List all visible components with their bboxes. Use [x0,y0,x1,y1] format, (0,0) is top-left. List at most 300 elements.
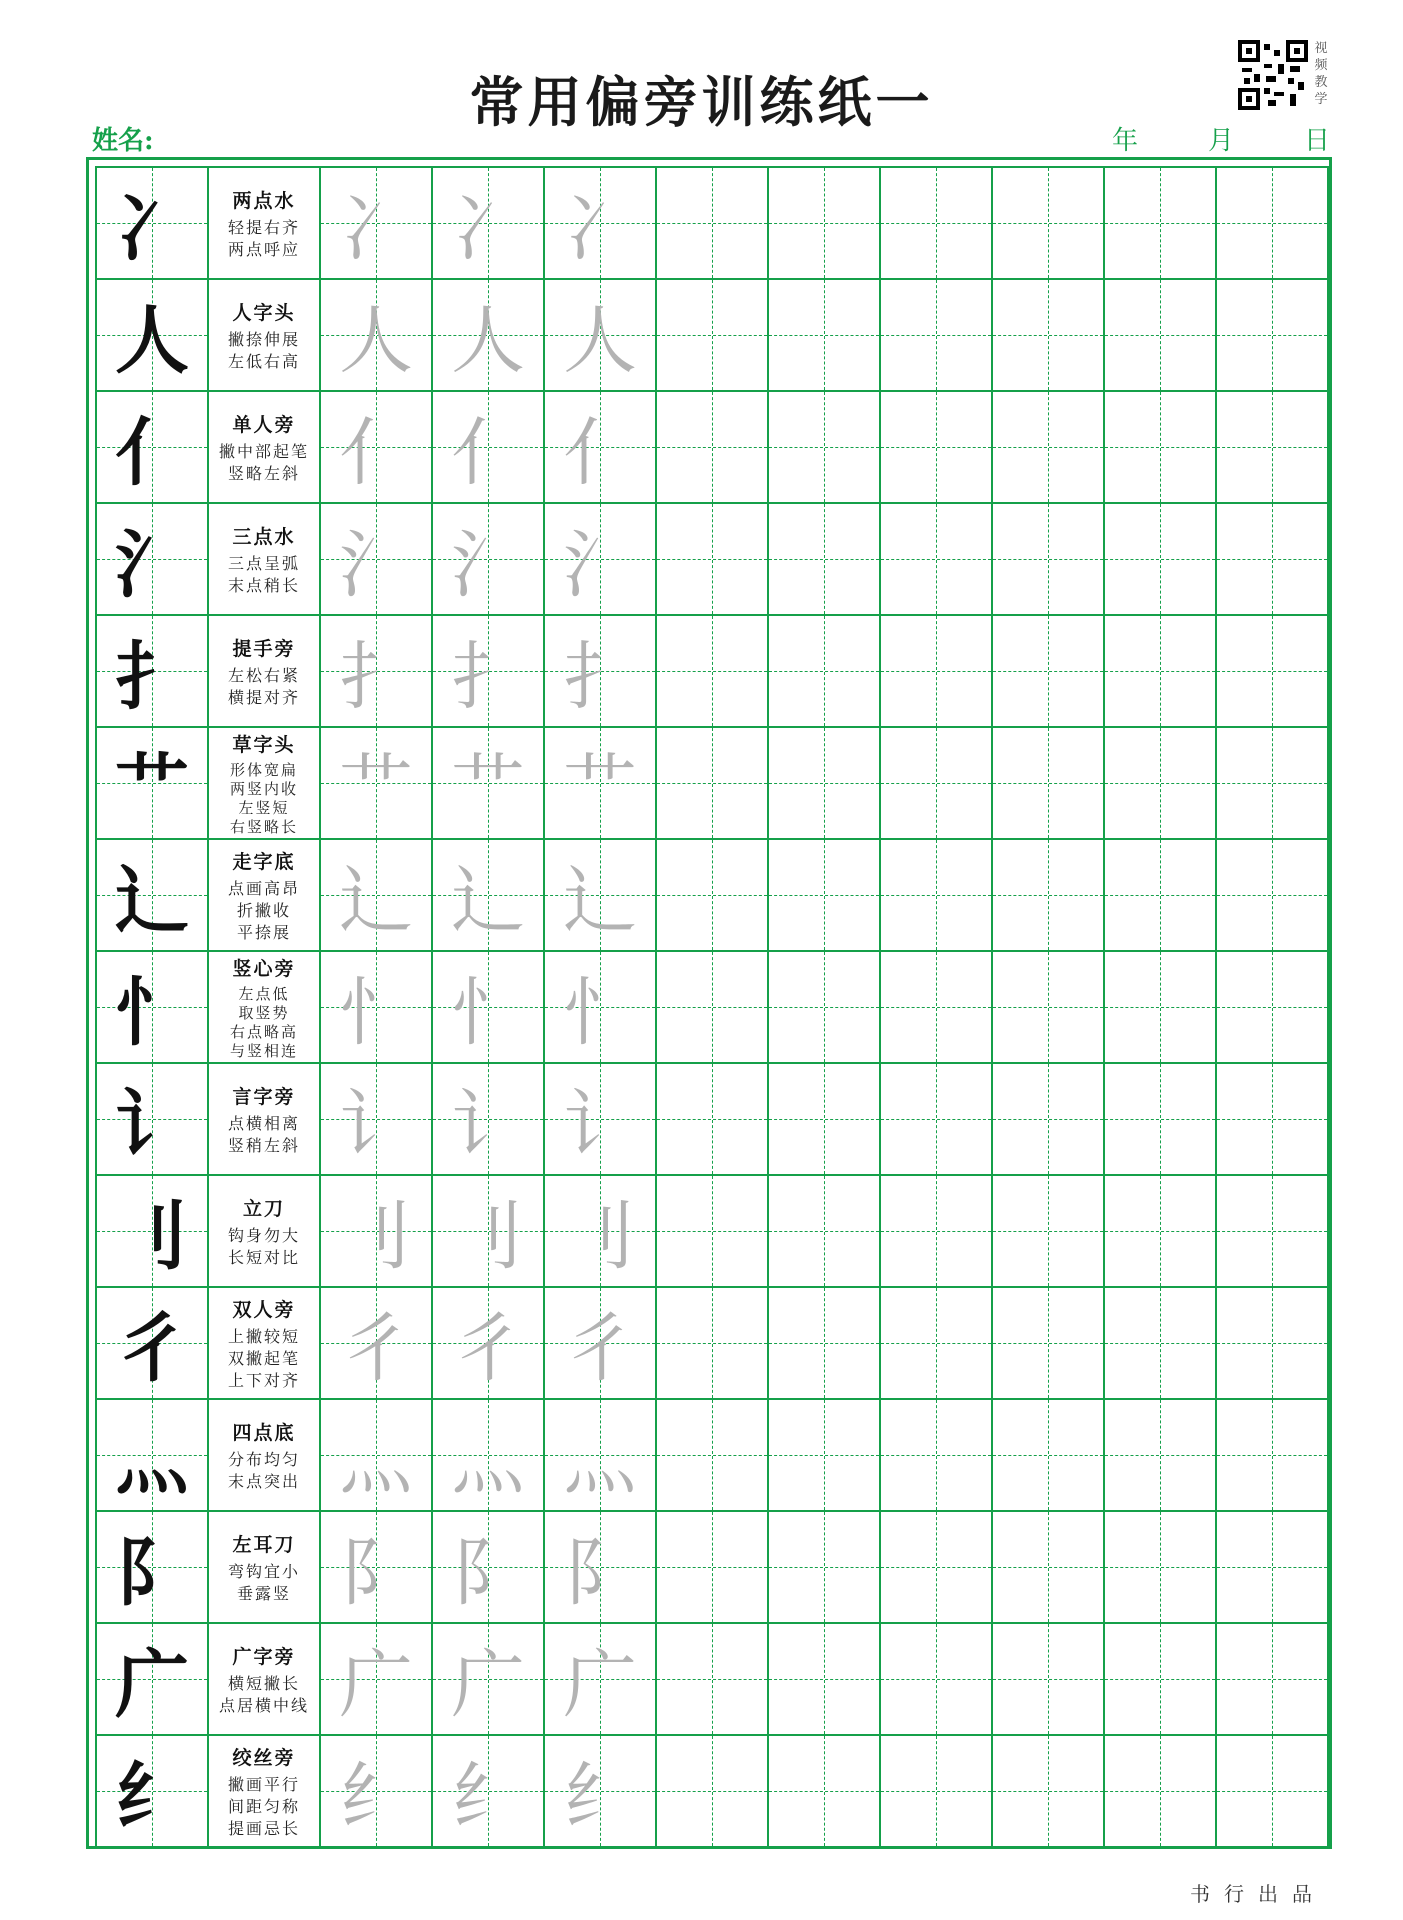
trace-radical: 灬 [451,1418,525,1504]
radical-tip: 右竖略长 [229,817,298,836]
trace-cell[interactable] [543,838,655,950]
blank-practice-cell[interactable] [767,1398,879,1510]
blank-practice-cell[interactable] [879,838,991,950]
blank-practice-cell[interactable] [1103,390,1215,502]
trace-cell[interactable] [319,1622,431,1734]
radical-tip: 垂露竖 [236,1583,291,1603]
blank-practice-cell[interactable] [879,614,991,726]
radical-tip: 折撇收 [236,900,291,920]
blank-practice-cell[interactable] [879,1622,991,1734]
blank-practice-cell[interactable] [1215,1734,1327,1846]
radical-description-cell [207,1062,319,1174]
radical-tip: 两竖内收 [229,779,298,798]
trace-radical: 人 [451,298,525,384]
model-cell [95,614,207,726]
blank-practice-cell[interactable] [767,390,879,502]
radical-tip: 点画高昂 [227,878,300,898]
blank-practice-cell[interactable] [1215,950,1327,1062]
trace-cell[interactable] [431,1062,543,1174]
radical-description-cell [207,1398,319,1510]
trace-cell[interactable] [543,950,655,1062]
radical-tip: 分布均匀 [227,1449,300,1469]
name-label: 姓名: [92,126,154,156]
trace-cell[interactable] [319,278,431,390]
trace-radical: 冫 [339,186,413,272]
blank-practice-cell[interactable] [1215,1286,1327,1398]
trace-cell[interactable] [543,166,655,278]
blank-practice-cell[interactable] [1215,278,1327,390]
blank-practice-cell[interactable] [991,1174,1103,1286]
trace-radical: 彳 [451,1306,525,1392]
blank-practice-cell[interactable] [1103,838,1215,950]
grid-bottom-border [95,1846,1329,1848]
trace-radical: 扌 [451,634,525,720]
radical-description-cell [207,390,319,502]
trace-cell[interactable] [543,278,655,390]
radical-tip: 上下对齐 [227,1370,300,1390]
radical-tip: 撇画平行 [227,1774,300,1794]
blank-practice-cell[interactable] [1215,1174,1327,1286]
blank-practice-cell[interactable] [1103,166,1215,278]
trace-cell[interactable] [431,726,543,838]
blank-practice-cell[interactable] [879,166,991,278]
radical-name: 四点底 [232,1421,296,1444]
blank-practice-cell[interactable] [655,950,767,1062]
radical-tip: 两点呼应 [227,239,300,259]
trace-radical: 辶 [451,858,525,944]
blank-practice-cell[interactable] [1103,614,1215,726]
blank-practice-cell[interactable] [767,1062,879,1174]
model-radical: 扌 [115,634,189,720]
trace-cell[interactable] [431,1622,543,1734]
practice-row [95,614,1329,726]
trace-cell[interactable] [319,1062,431,1174]
practice-row [95,1510,1329,1622]
trace-radical: 人 [339,298,413,384]
radical-tip: 横短撇长 [227,1673,300,1693]
model-cell [95,726,207,838]
trace-radical: 广 [339,1642,413,1728]
radical-tip: 左竖短 [238,798,290,817]
practice-row [95,390,1329,502]
radical-description-cell [207,1286,319,1398]
blank-practice-cell[interactable] [767,1510,879,1622]
trace-cell[interactable] [319,1510,431,1622]
blank-practice-cell[interactable] [879,278,991,390]
practice-row [95,278,1329,390]
trace-radical: 亻 [339,410,413,496]
trace-cell[interactable] [431,390,543,502]
radical-tip: 点横相离 [227,1113,300,1133]
trace-cell[interactable] [319,1286,431,1398]
blank-practice-cell[interactable] [767,838,879,950]
trace-radical: 扌 [563,634,637,720]
blank-practice-cell[interactable] [767,278,879,390]
trace-cell[interactable] [319,726,431,838]
blank-practice-cell[interactable] [1103,1062,1215,1174]
trace-radical: 辶 [563,858,637,944]
blank-practice-cell[interactable] [655,1062,767,1174]
trace-radical: 广 [451,1642,525,1728]
blank-practice-cell[interactable] [879,950,991,1062]
trace-radical: 忄 [563,970,637,1056]
model-radical: 广 [115,1642,189,1728]
radical-name: 左耳刀 [232,1533,296,1556]
blank-practice-cell[interactable] [655,1734,767,1846]
trace-radical: 刂 [451,1194,525,1280]
blank-practice-cell[interactable] [1215,614,1327,726]
radical-tip: 取竖势 [238,1003,290,1022]
blank-practice-cell[interactable] [991,838,1103,950]
blank-practice-cell[interactable] [655,1174,767,1286]
trace-radical: 阝 [339,1530,413,1616]
radical-name: 提手旁 [232,637,296,660]
radical-name: 绞丝旁 [232,1746,296,1769]
trace-cell[interactable] [431,1174,543,1286]
trace-cell[interactable] [543,1286,655,1398]
model-cell [95,1510,207,1622]
radical-name: 言字旁 [232,1085,296,1108]
radical-description-cell [207,166,319,278]
trace-radical: 忄 [451,970,525,1056]
radical-tip: 平捺展 [236,922,291,942]
trace-cell[interactable] [543,726,655,838]
radical-tip: 三点呈弧 [227,553,300,573]
practice-row [95,1286,1329,1398]
practice-row [95,838,1329,950]
model-cell [95,1174,207,1286]
model-radical: 艹 [115,746,189,832]
radical-description-cell [207,614,319,726]
radical-tip: 弯钩宜小 [227,1561,300,1581]
radical-description-cell [207,1622,319,1734]
radical-description-cell [207,950,319,1062]
blank-practice-cell[interactable] [1215,1510,1327,1622]
blank-practice-cell[interactable] [1103,278,1215,390]
radical-description-cell [207,278,319,390]
trace-radical: 纟 [339,1754,413,1840]
radical-name: 单人旁 [232,413,296,436]
blank-practice-cell[interactable] [655,278,767,390]
model-cell [95,838,207,950]
model-radical: 刂 [115,1194,189,1280]
model-cell [95,1398,207,1510]
radical-tip: 末点稍长 [227,575,300,595]
trace-radical: 灬 [563,1418,637,1504]
model-radical: 辶 [115,858,189,944]
trace-radical: 辶 [339,858,413,944]
blank-practice-cell[interactable] [879,390,991,502]
model-cell [95,502,207,614]
blank-practice-cell[interactable] [879,726,991,838]
model-radical: 氵 [115,522,189,608]
blank-practice-cell[interactable] [1215,1622,1327,1734]
trace-cell[interactable] [319,1734,431,1846]
radical-name: 竖心旁 [232,957,296,980]
blank-practice-cell[interactable] [1103,1174,1215,1286]
model-cell [95,1286,207,1398]
blank-practice-cell[interactable] [655,502,767,614]
model-cell [95,950,207,1062]
radical-name: 立刀 [242,1197,285,1220]
practice-row [95,1174,1329,1286]
radical-tip: 竖稍左斜 [227,1135,300,1155]
trace-cell[interactable] [319,1174,431,1286]
blank-practice-cell[interactable] [879,502,991,614]
blank-practice-cell[interactable] [1215,166,1327,278]
trace-cell[interactable] [319,166,431,278]
blank-practice-cell[interactable] [655,614,767,726]
blank-practice-cell[interactable] [879,1174,991,1286]
trace-cell[interactable] [543,1622,655,1734]
trace-radical: 艹 [451,746,525,832]
blank-practice-cell[interactable] [879,1398,991,1510]
qr-caption: 视频教学 [1314,41,1328,107]
trace-radical: 亻 [451,410,525,496]
trace-cell[interactable] [431,950,543,1062]
trace-cell[interactable] [319,390,431,502]
blank-practice-cell[interactable] [1103,1286,1215,1398]
blank-practice-cell[interactable] [767,950,879,1062]
blank-practice-cell[interactable] [655,1286,767,1398]
radical-tip: 长短对比 [227,1247,300,1267]
practice-sheet [86,157,1332,1849]
model-cell [95,1734,207,1846]
trace-radical: 纟 [563,1754,637,1840]
radical-tip: 左点低 [238,984,290,1003]
trace-radical: 艹 [563,746,637,832]
blank-practice-cell[interactable] [655,838,767,950]
trace-cell[interactable] [431,166,543,278]
radical-tip: 末点突出 [227,1471,300,1491]
radical-tip: 与竖相连 [229,1041,298,1060]
trace-cell[interactable] [543,1398,655,1510]
trace-radical: 刂 [563,1194,637,1280]
model-radical: 亻 [115,410,189,496]
radical-description-cell [207,838,319,950]
trace-radical: 忄 [339,970,413,1056]
qr-code[interactable] [1238,40,1308,110]
model-cell [95,166,207,278]
radical-name: 双人旁 [232,1298,296,1321]
practice-row [95,1062,1329,1174]
trace-radical: 阝 [451,1530,525,1616]
blank-practice-cell[interactable] [991,1622,1103,1734]
model-radical: 冫 [115,186,189,272]
trace-radical: 彳 [339,1306,413,1392]
trace-radical: 人 [563,298,637,384]
radical-description-cell [207,502,319,614]
radical-description-cell [207,726,319,838]
radical-tip: 左低右高 [227,351,300,371]
trace-radical: 纟 [451,1754,525,1840]
radical-tip: 右点略高 [229,1022,298,1041]
radical-name: 草字头 [232,733,296,756]
trace-radical: 广 [563,1642,637,1728]
trace-radical: 讠 [451,1082,525,1168]
radical-tip: 双撇起笔 [227,1348,300,1368]
radical-name: 两点水 [232,189,296,212]
radical-name: 三点水 [232,525,296,548]
model-radical: 彳 [115,1306,189,1392]
blank-practice-cell[interactable] [1215,502,1327,614]
blank-practice-cell[interactable] [1103,1734,1215,1846]
practice-row [95,502,1329,614]
blank-practice-cell[interactable] [879,1062,991,1174]
radical-tip: 间距匀称 [227,1796,300,1816]
blank-practice-cell[interactable] [879,1734,991,1846]
blank-practice-cell[interactable] [879,1286,991,1398]
blank-practice-cell[interactable] [991,278,1103,390]
blank-practice-cell[interactable] [1215,726,1327,838]
blank-practice-cell[interactable] [1103,502,1215,614]
trace-cell[interactable] [543,1062,655,1174]
blank-practice-cell[interactable] [991,390,1103,502]
trace-radical: 冫 [563,186,637,272]
blank-practice-cell[interactable] [991,502,1103,614]
blank-practice-cell[interactable] [1103,1510,1215,1622]
trace-cell[interactable] [319,950,431,1062]
year-label: 年 [1112,126,1139,156]
blank-practice-cell[interactable] [1215,1398,1327,1510]
model-radical: 人 [115,298,189,384]
radical-tip: 竖略左斜 [227,463,300,483]
trace-cell[interactable] [431,1286,543,1398]
trace-radical: 氵 [563,522,637,608]
blank-practice-cell[interactable] [767,166,879,278]
trace-radical: 艹 [339,746,413,832]
blank-practice-cell[interactable] [767,614,879,726]
radical-description-cell [207,1174,319,1286]
blank-practice-cell[interactable] [767,1174,879,1286]
model-cell [95,1622,207,1734]
radical-tip: 左松右紧 [227,665,300,685]
trace-radical: 刂 [339,1194,413,1280]
trace-cell[interactable] [543,390,655,502]
blank-practice-cell[interactable] [991,166,1103,278]
trace-cell[interactable] [431,838,543,950]
blank-practice-cell[interactable] [767,1286,879,1398]
blank-practice-cell[interactable] [991,1398,1103,1510]
blank-practice-cell[interactable] [1103,1398,1215,1510]
radical-name: 广字旁 [232,1645,296,1668]
blank-practice-cell[interactable] [991,1062,1103,1174]
radical-tip: 横提对齐 [227,687,300,707]
practice-row [95,1398,1329,1510]
trace-cell[interactable] [319,838,431,950]
day-label: 日 [1304,126,1331,156]
blank-practice-cell[interactable] [767,726,879,838]
blank-practice-cell[interactable] [879,1510,991,1622]
trace-cell[interactable] [431,614,543,726]
radical-description-cell [207,1510,319,1622]
trace-radical: 讠 [563,1082,637,1168]
radical-tip: 上撇较短 [227,1326,300,1346]
model-radical: 忄 [115,970,189,1056]
blank-practice-cell[interactable] [1215,1062,1327,1174]
page-title: 常用偏旁训练纸一 [469,70,934,134]
blank-practice-cell[interactable] [655,726,767,838]
trace-cell[interactable] [543,1510,655,1622]
model-radical: 阝 [115,1530,189,1616]
blank-practice-cell[interactable] [767,1734,879,1846]
model-radical: 灬 [115,1418,189,1504]
radical-tip: 点居横中线 [218,1695,309,1715]
trace-radical: 讠 [339,1082,413,1168]
blank-practice-cell[interactable] [655,390,767,502]
blank-practice-cell[interactable] [1215,838,1327,950]
radical-tip: 形体宽扁 [229,760,298,779]
blank-practice-cell[interactable] [767,502,879,614]
trace-radical: 氵 [339,522,413,608]
blank-practice-cell[interactable] [991,1286,1103,1398]
radical-name: 人字头 [232,301,296,324]
blank-practice-cell[interactable] [655,1510,767,1622]
trace-cell[interactable] [431,1510,543,1622]
trace-cell[interactable] [431,1734,543,1846]
trace-radical: 冫 [451,186,525,272]
radical-description-cell [207,1734,319,1846]
trace-cell[interactable] [543,614,655,726]
blank-practice-cell[interactable] [991,1734,1103,1846]
blank-practice-cell[interactable] [1103,726,1215,838]
radical-tip: 撇中部起笔 [218,441,309,461]
trace-cell[interactable] [431,1398,543,1510]
trace-radical: 彳 [563,1306,637,1392]
trace-radical: 扌 [339,634,413,720]
radical-tip: 提画忌长 [227,1818,300,1838]
blank-practice-cell[interactable] [1103,1622,1215,1734]
model-cell [95,278,207,390]
radical-tip: 钩身勿大 [227,1225,300,1245]
trace-cell[interactable] [319,614,431,726]
blank-practice-cell[interactable] [1215,390,1327,502]
trace-cell[interactable] [543,502,655,614]
practice-row [95,1622,1329,1734]
radical-tip: 轻提右齐 [227,217,300,237]
blank-practice-cell[interactable] [991,614,1103,726]
model-cell [95,390,207,502]
radical-tip: 撇捺伸展 [227,329,300,349]
blank-practice-cell[interactable] [991,1510,1103,1622]
practice-row [95,1734,1329,1846]
blank-practice-cell[interactable] [655,166,767,278]
practice-row [95,950,1329,1062]
model-radical: 讠 [115,1082,189,1168]
blank-practice-cell[interactable] [1103,950,1215,1062]
blank-practice-cell[interactable] [991,726,1103,838]
model-radical: 纟 [115,1754,189,1840]
month-label: 月 [1208,126,1235,156]
trace-cell[interactable] [543,1174,655,1286]
trace-radical: 亻 [563,410,637,496]
trace-cell[interactable] [319,1398,431,1510]
trace-cell[interactable] [543,1734,655,1846]
blank-practice-cell[interactable] [767,1622,879,1734]
trace-radical: 氵 [451,522,525,608]
blank-practice-cell[interactable] [655,1622,767,1734]
blank-practice-cell[interactable] [991,950,1103,1062]
trace-radical: 阝 [563,1530,637,1616]
grid-right-border [1327,166,1329,1846]
trace-radical: 灬 [339,1418,413,1504]
practice-row [95,726,1329,838]
trace-cell[interactable] [431,278,543,390]
trace-cell[interactable] [319,502,431,614]
blank-practice-cell[interactable] [655,1398,767,1510]
footer-credit: 书行出品 [1190,1882,1326,1906]
trace-cell[interactable] [431,502,543,614]
